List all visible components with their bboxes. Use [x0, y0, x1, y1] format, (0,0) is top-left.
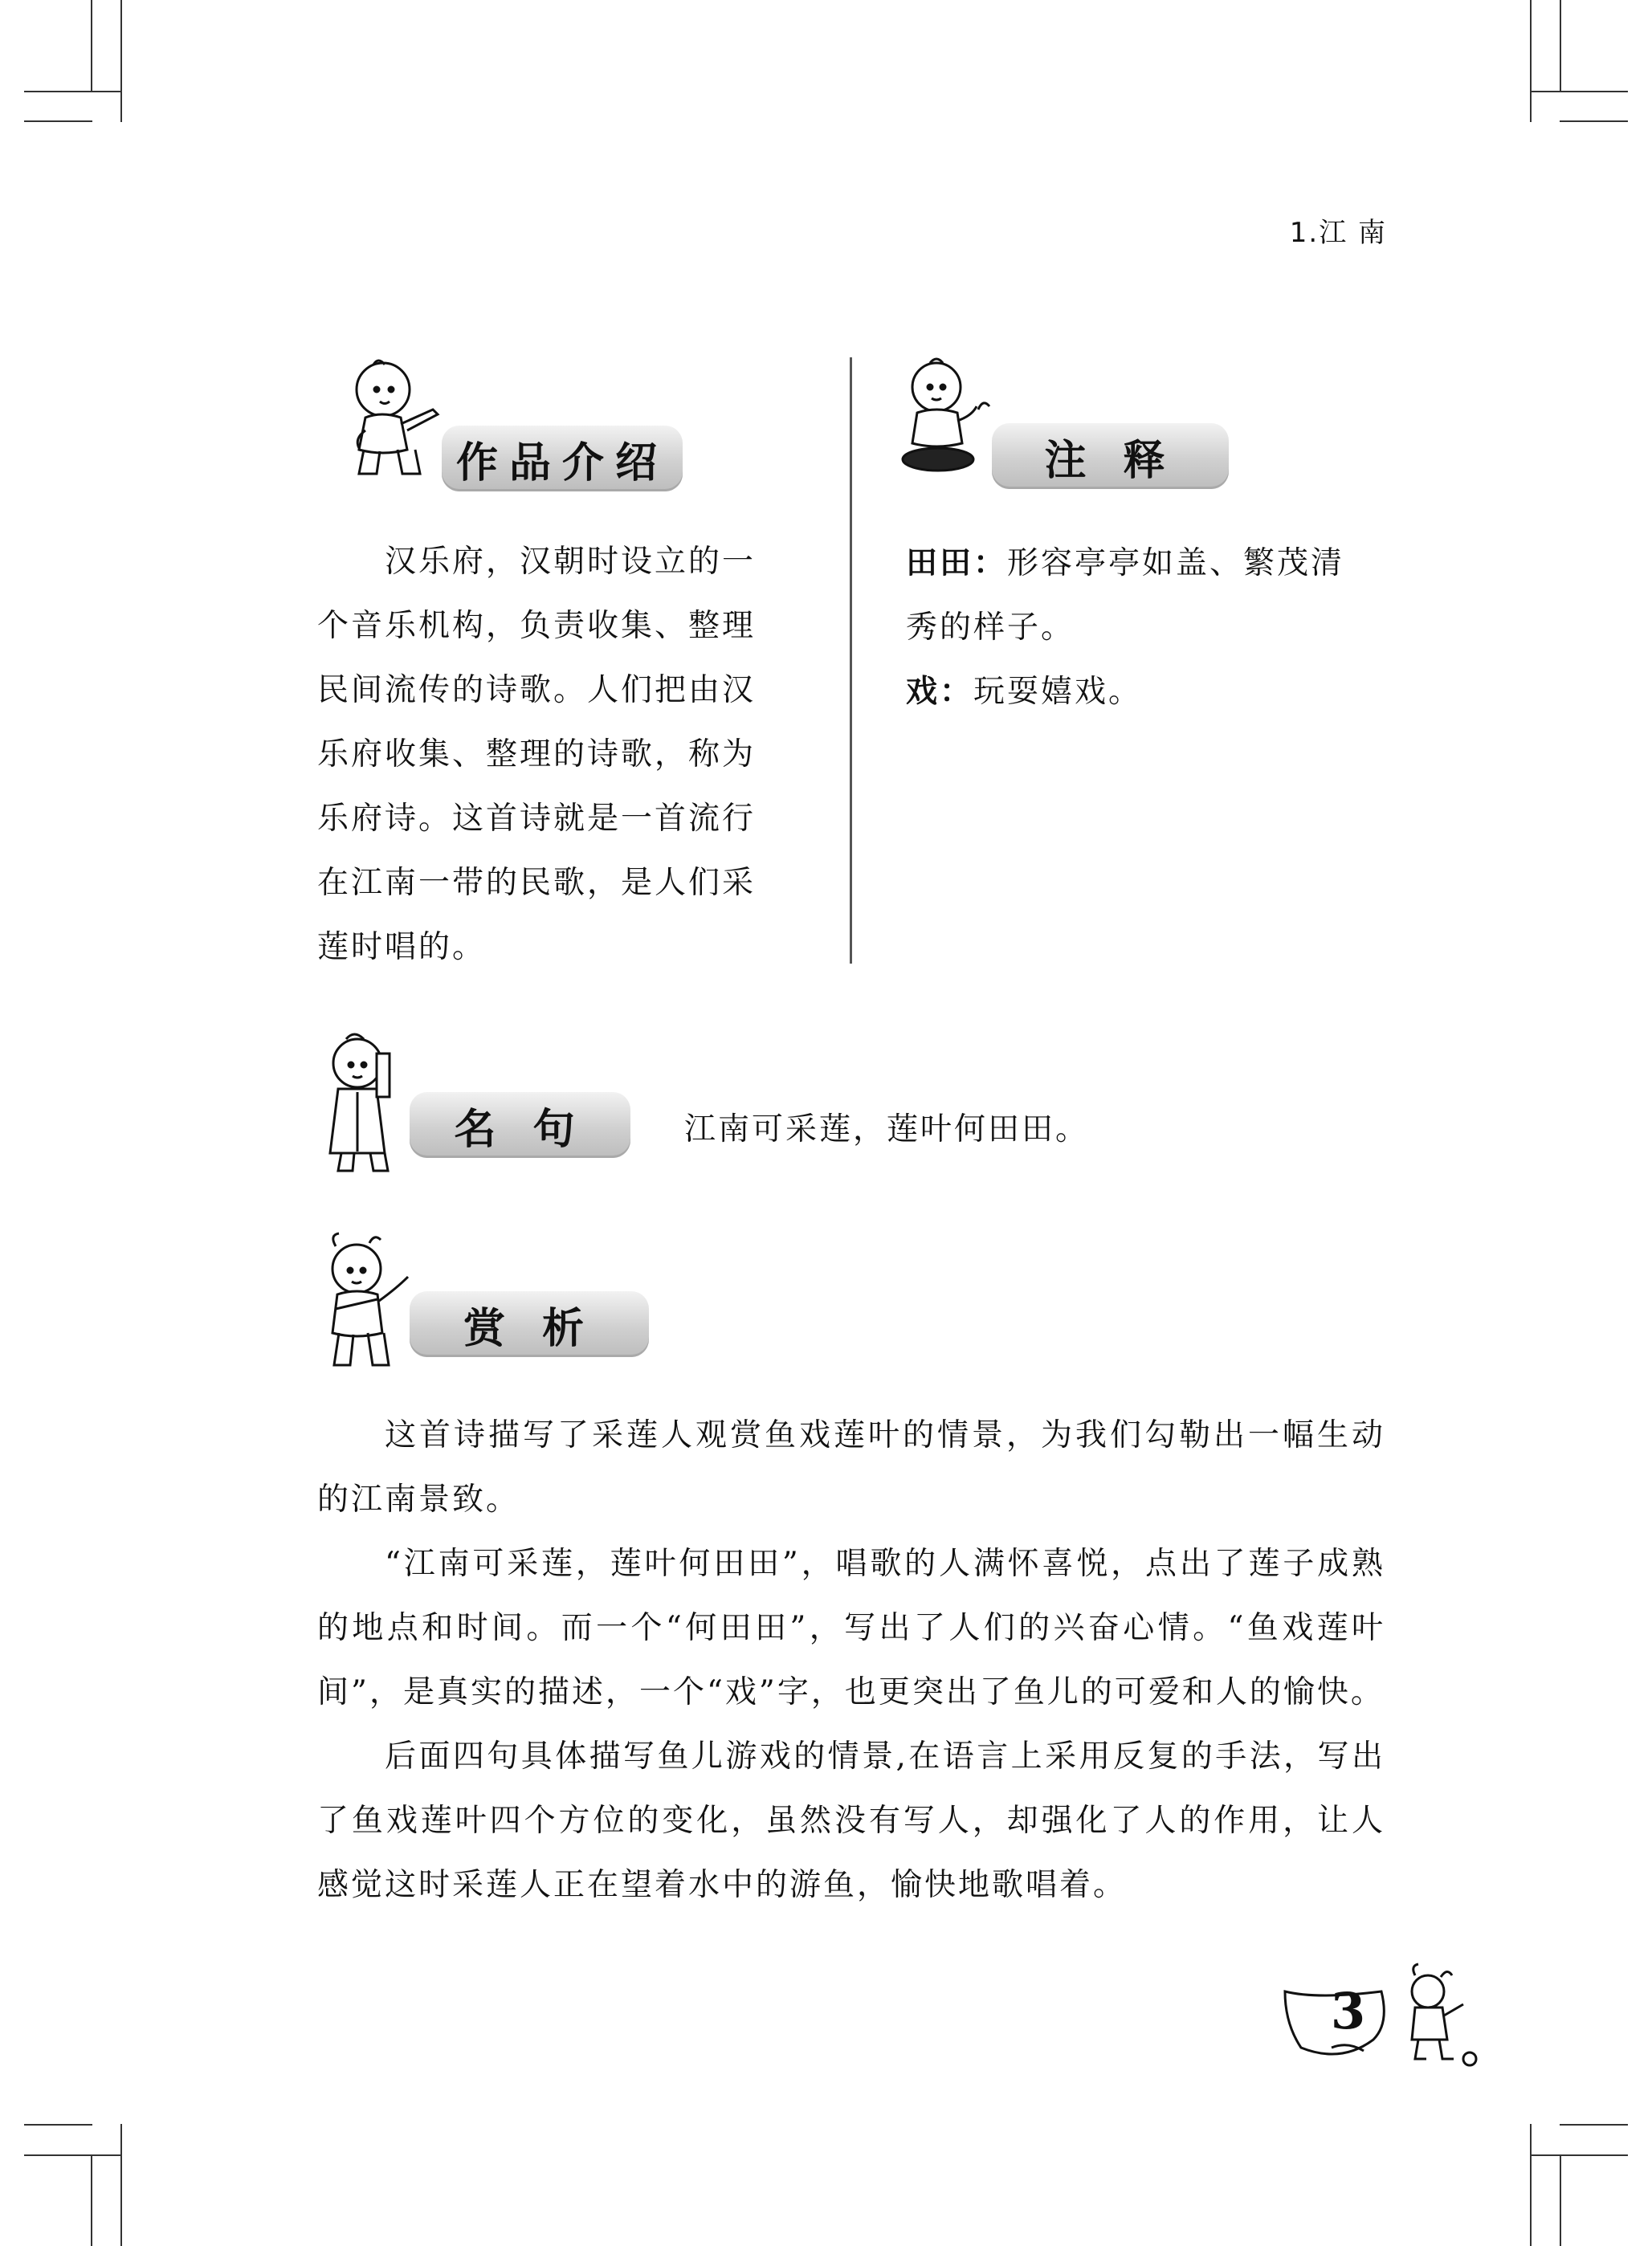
boy-sitting-icon [890, 353, 1002, 482]
running-header: 1.江 南 [1289, 217, 1387, 249]
note-item [906, 660, 1404, 724]
page-number: 3 [1331, 1982, 1366, 2040]
intro-line: 乐府收集、整理的诗歌，称为 [317, 736, 757, 772]
intro-line: 个音乐机构，负责收集、整理 [317, 608, 757, 644]
crop-mark-br-v2 [1560, 2154, 1561, 2246]
crop-mark-bl-h2 [24, 2154, 122, 2156]
note-definition: 形容亭亭如盖、繁茂清 [1007, 545, 1345, 581]
crop-mark-tl-h2 [24, 120, 92, 122]
note-item [906, 532, 1404, 660]
crop-mark-tr-v2 [1530, 0, 1532, 122]
famous-line: 江南可采莲，莲叶何田田。 [684, 1111, 1090, 1147]
intro-line: 民间流传的诗歌。人们把由汉 [317, 672, 757, 708]
crop-mark-br-h [1560, 2124, 1628, 2126]
crop-mark-bl-v [120, 2124, 122, 2246]
analysis-paragraph: “江南可采莲，莲叶何田田”，唱歌的人满怀喜悦，点出了莲子成熟的地点和时间。而一个“何田田”，写出了人们的兴奋心情。“鱼戏莲叶间”，是真实的描述，一个“戏”字，也更突出了鱼儿的可爱和人的愉快。 [317, 1546, 1385, 1710]
famous-heading: 名 句 [410, 1092, 630, 1158]
boy-pointing-icon [341, 353, 446, 486]
note-term: 戏： [906, 674, 974, 710]
intro-body [317, 530, 799, 980]
crop-mark-br-v [1530, 2124, 1532, 2246]
crop-mark-tl-v2 [120, 0, 122, 122]
intro-line: 汉乐府，汉朝时设立的一 [385, 544, 757, 580]
intro-line: 莲时唱的。 [317, 929, 487, 965]
boy-reading-icon [309, 1029, 414, 1182]
crop-mark-tl-h [24, 91, 122, 92]
crop-mark-tr-h [1530, 91, 1628, 92]
intro-line: 在江南一带的民歌，是人们采 [317, 865, 757, 901]
crop-mark-tl-v [91, 0, 92, 91]
note-definition: 玩耍嬉戏。 [973, 674, 1143, 710]
crop-mark-bl-v2 [91, 2154, 92, 2246]
boy-gesturing-icon [312, 1229, 424, 1381]
intro-line: 乐府诗。这首诗就是一首流行 [317, 801, 757, 837]
crop-mark-bl-h [24, 2124, 92, 2126]
crop-mark-tr-h2 [1560, 120, 1628, 122]
crop-mark-tr-v [1560, 0, 1561, 91]
analysis-paragraph: 后面四句具体描写鱼儿游戏的情景,在语言上采用反复的手法，写出了鱼戏莲叶四个方位的变化，虽然没有写人，却强化了人的作用，让人感觉这时采莲人正在望着水中的游鱼，愉快地歌唱着。 [317, 1739, 1385, 1903]
notes-heading: 注 释 [992, 423, 1229, 489]
crop-mark-br-h2 [1530, 2154, 1628, 2156]
column-divider [850, 357, 852, 964]
intro-heading: 作品介绍 [442, 426, 683, 491]
note-definition-cont: 秀的样子。 [906, 609, 1075, 646]
analysis-paragraph: 这首诗描写了采莲人观赏鱼戏莲叶的情景，为我们勾勒出一幅生动的江南景致。 [317, 1417, 1385, 1518]
analysis-body [317, 1404, 1385, 1918]
analysis-heading: 赏 析 [410, 1291, 649, 1357]
note-term: 田田： [906, 545, 1008, 581]
page-corner-decoration [1283, 1959, 1484, 2080]
